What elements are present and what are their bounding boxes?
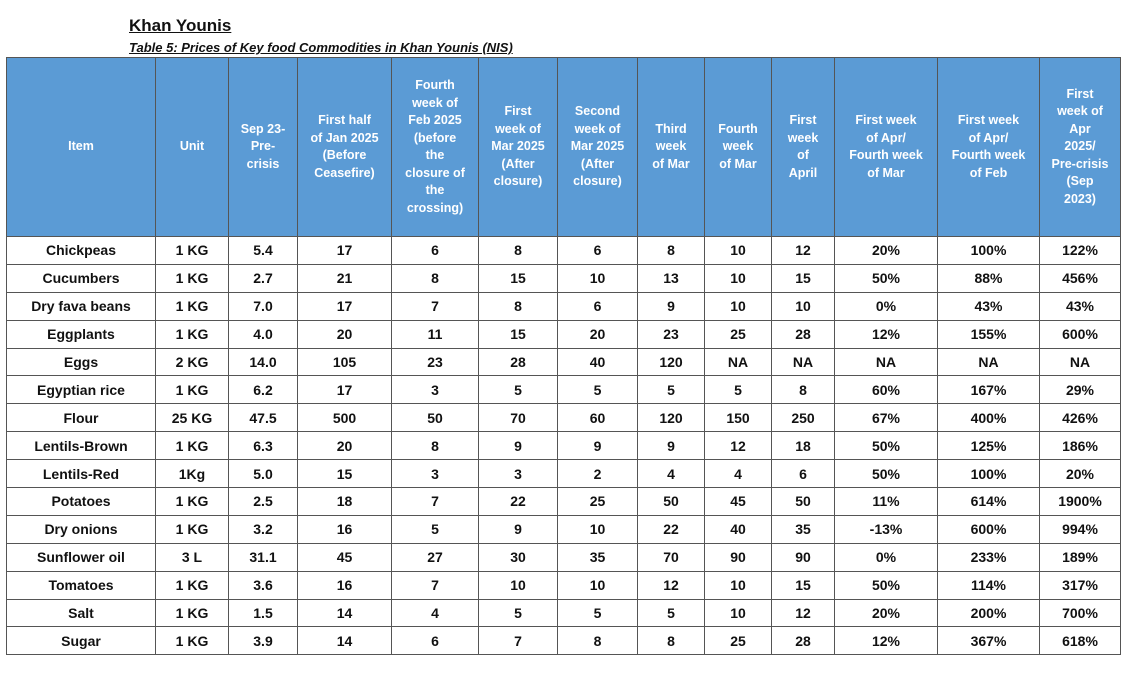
value-cell: 43% [938, 292, 1040, 320]
value-cell: 20 [298, 320, 392, 348]
value-cell: 90 [705, 543, 772, 571]
item-cell: Potatoes [7, 488, 156, 516]
column-header-line: (After [580, 156, 615, 171]
column-header-line: Item [68, 139, 94, 154]
value-cell: NA [835, 348, 938, 376]
column-header-line: First [1066, 86, 1094, 101]
table-row [7, 348, 1121, 376]
column-header [1040, 58, 1121, 237]
value-cell: 1.5 [229, 599, 298, 627]
value-cell: 700% [1040, 599, 1121, 627]
column-header-line: First [789, 113, 817, 127]
value-cell: 105 [298, 348, 392, 376]
value-cell: 600% [1040, 320, 1121, 348]
value-cell: 13 [638, 264, 705, 292]
column-header [772, 58, 835, 237]
column-header-line: of Mar [719, 156, 757, 171]
item-cell: Lentils-Red [7, 460, 156, 488]
header-row [7, 58, 1121, 237]
value-cell: 8 [479, 237, 558, 265]
column-header-line: Unit [179, 139, 205, 154]
column-header-line: week of [574, 121, 621, 136]
column-header-line: week [787, 130, 819, 145]
column-header-line: (Sep [1066, 174, 1094, 189]
column-header [558, 58, 638, 237]
column-header-line: the [425, 183, 445, 197]
value-cell: 15 [479, 264, 558, 292]
value-cell: 7 [479, 627, 558, 655]
value-cell: 100% [938, 237, 1040, 265]
column-header-line: closure) [493, 174, 543, 189]
table-row [7, 237, 1121, 265]
value-cell: 155% [938, 320, 1040, 348]
value-cell: 2 [558, 460, 638, 488]
value-cell: 10 [705, 571, 772, 599]
value-cell: 12 [772, 237, 835, 265]
table-row [7, 627, 1121, 655]
table-row [7, 543, 1121, 571]
value-cell: 50 [392, 404, 479, 432]
value-cell: 120 [638, 404, 705, 432]
column-header-line: Apr [1069, 121, 1091, 136]
item-cell: Eggplants [7, 320, 156, 348]
value-cell: 90 [772, 543, 835, 571]
value-cell: 28 [479, 348, 558, 376]
value-cell: 1 KG [156, 627, 229, 655]
value-cell: 1 KG [156, 292, 229, 320]
value-cell: 2.5 [229, 488, 298, 516]
column-header-line: Pre- [250, 139, 276, 154]
value-cell: 167% [938, 376, 1040, 404]
value-cell: 6 [392, 627, 479, 655]
table-row [7, 432, 1121, 460]
column-header-line: of [797, 148, 809, 162]
column-header-line: First half [318, 113, 371, 127]
value-cell: 45 [705, 488, 772, 516]
column-header-line: of Feb [969, 165, 1008, 180]
value-cell: 60 [558, 404, 638, 432]
value-cell: 7.0 [229, 292, 298, 320]
column-header-line: April [788, 165, 818, 180]
value-cell: 50% [835, 571, 938, 599]
column-header-line: (After [501, 156, 535, 171]
value-cell: 317% [1040, 571, 1121, 599]
value-cell: 10 [705, 237, 772, 265]
value-cell: 120 [638, 348, 705, 376]
value-cell: 16 [298, 515, 392, 543]
value-cell: 14 [298, 599, 392, 627]
value-cell: 35 [558, 543, 638, 571]
value-cell: 12 [638, 571, 705, 599]
column-header-line: week [655, 139, 687, 154]
value-cell: 50% [835, 460, 938, 488]
column-header-line: 2023) [1064, 191, 1096, 206]
value-cell: NA [705, 348, 772, 376]
column-header-line: week of [412, 95, 458, 110]
column-header-line: week [722, 139, 754, 154]
value-cell: 7 [392, 571, 479, 599]
value-cell: 1 KG [156, 571, 229, 599]
column-header-line: First week [855, 113, 917, 127]
value-cell: 426% [1040, 404, 1121, 432]
value-cell: 25 [705, 627, 772, 655]
value-cell: 10 [558, 515, 638, 543]
value-cell: 10 [705, 599, 772, 627]
value-cell: 23 [638, 320, 705, 348]
item-cell: Cucumbers [7, 264, 156, 292]
table-row [7, 320, 1121, 348]
value-cell: 50 [772, 488, 835, 516]
value-cell: 400% [938, 404, 1040, 432]
table-row [7, 488, 1121, 516]
column-header-line: week of [1057, 104, 1103, 119]
value-cell: 35 [772, 515, 835, 543]
value-cell: 114% [938, 571, 1040, 599]
item-cell: Sunflower oil [7, 543, 156, 571]
value-cell: 1 KG [156, 320, 229, 348]
table-body [7, 237, 1121, 655]
value-cell: 67% [835, 404, 938, 432]
value-cell: 1Kg [156, 460, 229, 488]
value-cell: 11 [392, 320, 479, 348]
column-header-line: First week [957, 113, 1020, 127]
value-cell: 618% [1040, 627, 1121, 655]
value-cell: 3 [392, 376, 479, 404]
value-cell: 25 KG [156, 404, 229, 432]
value-cell: 500 [298, 404, 392, 432]
value-cell: 8 [638, 237, 705, 265]
value-cell: 614% [938, 488, 1040, 516]
column-header-line: Sep 23- [240, 121, 286, 136]
value-cell: 8 [638, 627, 705, 655]
value-cell: NA [938, 348, 1040, 376]
value-cell: 50 [638, 488, 705, 516]
column-header-line: Pre-crisis [1051, 156, 1109, 171]
column-header-line: Fourth [718, 121, 758, 136]
column-header-line: (before [413, 130, 457, 145]
value-cell: 20 [558, 320, 638, 348]
table-caption: Table 5: Prices of Key food Commodities in Khan Younis (NIS) [129, 40, 513, 55]
value-cell: 20 [298, 432, 392, 460]
value-cell: 20% [1040, 460, 1121, 488]
column-header-line: Mar 2025 [491, 139, 545, 154]
value-cell: 5 [558, 376, 638, 404]
value-cell: 15 [772, 571, 835, 599]
value-cell: 16 [298, 571, 392, 599]
value-cell: 25 [705, 320, 772, 348]
column-header-line: the [425, 148, 445, 162]
column-header [7, 58, 156, 237]
item-cell: Sugar [7, 627, 156, 655]
value-cell: 5 [638, 376, 705, 404]
value-cell: 6 [558, 292, 638, 320]
table-row [7, 571, 1121, 599]
value-cell: 21 [298, 264, 392, 292]
item-cell: Tomatoes [7, 571, 156, 599]
column-header-line: 2025/ [1064, 139, 1096, 154]
value-cell: 200% [938, 599, 1040, 627]
value-cell: 14 [298, 627, 392, 655]
value-cell: 6 [558, 237, 638, 265]
value-cell: 3.2 [229, 515, 298, 543]
value-cell: 1 KG [156, 515, 229, 543]
column-header-line: Fourth week [849, 148, 923, 162]
value-cell: 7 [392, 488, 479, 516]
value-cell: -13% [835, 515, 938, 543]
value-cell: 7 [392, 292, 479, 320]
value-cell: 5 [638, 599, 705, 627]
value-cell: 9 [558, 432, 638, 460]
value-cell: 367% [938, 627, 1040, 655]
column-header-line: of Jan 2025 [310, 130, 379, 145]
item-cell: Salt [7, 599, 156, 627]
value-cell: 11% [835, 488, 938, 516]
value-cell: 15 [772, 264, 835, 292]
value-cell: 4 [392, 599, 479, 627]
value-cell: 6.2 [229, 376, 298, 404]
value-cell: 22 [479, 488, 558, 516]
column-header-line: Fourth week [951, 148, 1026, 162]
value-cell: NA [772, 348, 835, 376]
value-cell: 70 [638, 543, 705, 571]
column-header-line: Fourth [415, 78, 455, 92]
value-cell: 8 [772, 376, 835, 404]
value-cell: 70 [479, 404, 558, 432]
value-cell: 45 [298, 543, 392, 571]
value-cell: 5 [479, 376, 558, 404]
value-cell: 3.6 [229, 571, 298, 599]
column-header [298, 58, 392, 237]
column-header-line: closure) [573, 174, 622, 189]
value-cell: 20% [835, 599, 938, 627]
value-cell: 2 KG [156, 348, 229, 376]
value-cell: 10 [558, 264, 638, 292]
column-header [638, 58, 705, 237]
column-header [705, 58, 772, 237]
value-cell: 1 KG [156, 599, 229, 627]
value-cell: 17 [298, 376, 392, 404]
table-row [7, 460, 1121, 488]
value-cell: 8 [392, 432, 479, 460]
column-header-line: crossing) [406, 200, 464, 215]
column-header [835, 58, 938, 237]
value-cell: 12% [835, 320, 938, 348]
table-row [7, 292, 1121, 320]
value-cell: 1 KG [156, 488, 229, 516]
value-cell: 125% [938, 432, 1040, 460]
prices-table [6, 57, 1121, 655]
item-cell: Eggs [7, 348, 156, 376]
section-heading: Khan Younis [129, 16, 232, 35]
value-cell: 4 [638, 460, 705, 488]
value-cell: 17 [298, 292, 392, 320]
value-cell: 47.5 [229, 404, 298, 432]
value-cell: 10 [479, 571, 558, 599]
value-cell: 1900% [1040, 488, 1121, 516]
value-cell: 25 [558, 488, 638, 516]
value-cell: 4.0 [229, 320, 298, 348]
value-cell: 28 [772, 320, 835, 348]
item-cell: Dry onions [7, 515, 156, 543]
value-cell: 0% [835, 292, 938, 320]
item-cell: Egyptian rice [7, 376, 156, 404]
value-cell: 31.1 [229, 543, 298, 571]
table-row [7, 264, 1121, 292]
value-cell: 88% [938, 264, 1040, 292]
value-cell: 250 [772, 404, 835, 432]
value-cell: 3.9 [229, 627, 298, 655]
value-cell: 40 [705, 515, 772, 543]
value-cell: NA [1040, 348, 1121, 376]
value-cell: 12 [705, 432, 772, 460]
value-cell: 12% [835, 627, 938, 655]
value-cell: 10 [705, 292, 772, 320]
value-cell: 50% [835, 432, 938, 460]
value-cell: 10 [558, 571, 638, 599]
table-row [7, 599, 1121, 627]
value-cell: 3 [392, 460, 479, 488]
value-cell: 18 [772, 432, 835, 460]
value-cell: 29% [1040, 376, 1121, 404]
value-cell: 27 [392, 543, 479, 571]
column-header [229, 58, 298, 237]
column-header-line: of Apr/ [866, 130, 906, 145]
value-cell: 20% [835, 237, 938, 265]
value-cell: 456% [1040, 264, 1121, 292]
value-cell: 1 KG [156, 237, 229, 265]
column-header-line: Third [655, 121, 687, 136]
value-cell: 5 [392, 515, 479, 543]
value-cell: 6 [772, 460, 835, 488]
value-cell: 9 [638, 292, 705, 320]
value-cell: 1 KG [156, 432, 229, 460]
column-header [156, 58, 229, 237]
column-header-line: of Apr/ [968, 130, 1009, 145]
value-cell: 150 [705, 404, 772, 432]
table-row [7, 404, 1121, 432]
value-cell: 6.3 [229, 432, 298, 460]
value-cell: 8 [479, 292, 558, 320]
column-header-line: crisis [246, 156, 280, 171]
value-cell: 18 [298, 488, 392, 516]
value-cell: 100% [938, 460, 1040, 488]
value-cell: 189% [1040, 543, 1121, 571]
column-header-line: closure of [405, 165, 465, 180]
column-header-line: Ceasefire) [314, 165, 375, 180]
value-cell: 5 [479, 599, 558, 627]
column-header-line: week of [495, 121, 541, 136]
value-cell: 40 [558, 348, 638, 376]
value-cell: 43% [1040, 292, 1121, 320]
value-cell: 50% [835, 264, 938, 292]
column-header [938, 58, 1040, 237]
value-cell: 5 [558, 599, 638, 627]
table-row [7, 376, 1121, 404]
value-cell: 600% [938, 515, 1040, 543]
item-cell: Chickpeas [7, 237, 156, 265]
value-cell: 4 [705, 460, 772, 488]
value-cell: 22 [638, 515, 705, 543]
value-cell: 5 [705, 376, 772, 404]
value-cell: 6 [392, 237, 479, 265]
value-cell: 28 [772, 627, 835, 655]
column-header [392, 58, 479, 237]
value-cell: 12 [772, 599, 835, 627]
value-cell: 17 [298, 237, 392, 265]
value-cell: 9 [479, 432, 558, 460]
value-cell: 3 L [156, 543, 229, 571]
column-header-line: Mar 2025 [570, 139, 625, 154]
value-cell: 30 [479, 543, 558, 571]
column-header-line: Second [574, 104, 621, 119]
value-cell: 15 [298, 460, 392, 488]
value-cell: 5.4 [229, 237, 298, 265]
value-cell: 1 KG [156, 264, 229, 292]
value-cell: 994% [1040, 515, 1121, 543]
value-cell: 14.0 [229, 348, 298, 376]
column-header [479, 58, 558, 237]
value-cell: 2.7 [229, 264, 298, 292]
item-cell: Lentils-Brown [7, 432, 156, 460]
column-header-line: First [504, 104, 532, 119]
column-header-line: (Before [322, 148, 367, 162]
value-cell: 23 [392, 348, 479, 376]
value-cell: 9 [479, 515, 558, 543]
value-cell: 15 [479, 320, 558, 348]
item-cell: Flour [7, 404, 156, 432]
value-cell: 3 [479, 460, 558, 488]
value-cell: 8 [392, 264, 479, 292]
value-cell: 186% [1040, 432, 1121, 460]
column-header-line: of Mar [867, 165, 905, 180]
value-cell: 9 [638, 432, 705, 460]
value-cell: 1 KG [156, 376, 229, 404]
column-header-line: Feb 2025 [408, 113, 462, 127]
value-cell: 122% [1040, 237, 1121, 265]
value-cell: 5.0 [229, 460, 298, 488]
value-cell: 233% [938, 543, 1040, 571]
value-cell: 10 [772, 292, 835, 320]
value-cell: 0% [835, 543, 938, 571]
value-cell: 60% [835, 376, 938, 404]
value-cell: 10 [705, 264, 772, 292]
column-header-line: of Mar [652, 156, 690, 171]
table-row [7, 515, 1121, 543]
item-cell: Dry fava beans [7, 292, 156, 320]
value-cell: 8 [558, 627, 638, 655]
